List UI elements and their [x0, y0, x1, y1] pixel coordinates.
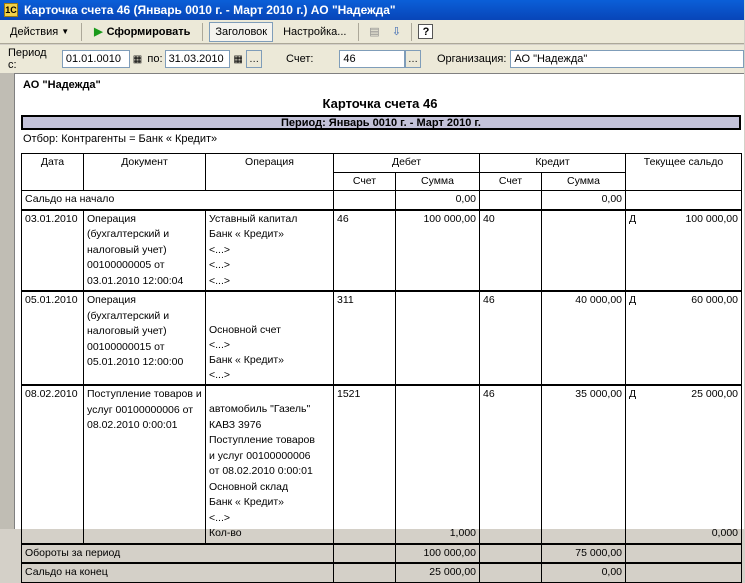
- left-panel-strip: [0, 73, 14, 529]
- row-debit-sum: [396, 385, 480, 544]
- operation-line: Банк « Кредит»: [209, 228, 285, 240]
- row-debit-sum: 100 000,00: [396, 210, 480, 292]
- row-balance: [626, 385, 742, 544]
- row-date: 08.02.2010: [22, 385, 84, 544]
- copy-icon[interactable]: ▤: [369, 26, 380, 38]
- export-icon[interactable]: ⇩: [391, 26, 402, 38]
- report-filter: Отбор: Контрагенты = Банк « Кредит»: [23, 133, 218, 145]
- period-from-label: Период с:: [8, 47, 47, 71]
- row-credit-sum: 40 000,00: [542, 291, 626, 385]
- opening-debit-sum: 0,00: [396, 191, 480, 210]
- report-org-name: АО "Надежда": [23, 79, 101, 91]
- calendar-icon[interactable]: ▦: [233, 53, 243, 65]
- parameters-bar: [0, 45, 744, 73]
- operation-line: КАВЗ 3976: [209, 418, 262, 431]
- operation-line: <...>: [209, 243, 231, 256]
- window-titlebar: [0, 0, 744, 20]
- operation-line: Кол-во: [209, 527, 242, 539]
- org-label: Организация:: [436, 53, 507, 65]
- row-date: 05.01.2010: [22, 291, 84, 385]
- col-debit-account-header: Счет: [334, 172, 396, 191]
- operation-line: и услуг 00100000006: [209, 449, 311, 462]
- turnover-debit-sum: 100 000,00: [396, 544, 480, 564]
- period-from-input[interactable]: 01.01.0010: [62, 50, 130, 68]
- period-select-button[interactable]: …: [246, 50, 262, 68]
- header-toggle-button[interactable]: Заголовок: [209, 22, 273, 42]
- turnover-label: Обороты за период: [22, 544, 334, 564]
- toolbar-separator: [358, 23, 359, 41]
- table-cell: [334, 191, 396, 210]
- org-input[interactable]: АО "Надежда": [510, 50, 744, 68]
- balance-value: 100 000,00: [685, 212, 738, 225]
- table-row: [22, 385, 742, 544]
- closing-balance-row: [22, 563, 742, 582]
- balance-value: 60 000,00: [691, 294, 738, 306]
- operation-line-empty: [209, 293, 330, 308]
- table-row: [22, 210, 742, 292]
- row-balance: [626, 291, 742, 385]
- operation-line: от 08.02.2010 0:00:01: [209, 465, 313, 477]
- row-date: 03.01.2010: [22, 210, 84, 292]
- operation-line: Поступление товаров: [209, 434, 315, 446]
- period-to-input[interactable]: 31.03.2010: [165, 50, 231, 68]
- operation-line: <...>: [209, 511, 231, 524]
- toolbar-separator: [81, 23, 82, 41]
- row-credit-sum: [542, 210, 626, 292]
- toolbar: [0, 20, 744, 44]
- table-cell: [626, 563, 742, 582]
- operation-line: Банк « Кредит»: [209, 354, 285, 366]
- operation-line: <...>: [209, 339, 231, 351]
- row-credit-account: 40: [480, 210, 542, 292]
- row-operation: [206, 291, 334, 385]
- operation-line: <...>: [209, 259, 231, 271]
- period-to-label: по:: [147, 53, 163, 65]
- report-title: Карточка счета 46: [322, 96, 438, 111]
- operation-line-empty: [209, 387, 330, 402]
- turnover-credit-sum: 75 000,00: [542, 544, 626, 564]
- table-cell: [626, 191, 742, 210]
- row-debit-sum: [396, 291, 480, 385]
- opening-balance-row: [22, 191, 742, 210]
- opening-label: Сальдо на начало: [22, 191, 334, 210]
- play-icon: ▶: [94, 26, 103, 38]
- row-debit-account: 311: [334, 291, 396, 385]
- row-debit-account: 46: [334, 210, 396, 292]
- actions-menu-button[interactable]: [4, 22, 75, 42]
- account-select-button[interactable]: …: [405, 50, 421, 68]
- row-operation: [206, 210, 334, 292]
- row-document[interactable]: Операция (бухгалтерский и налоговый учет) 00100000005 от 03.01.2010 12:00:04: [84, 210, 206, 292]
- balance-type: Д: [629, 294, 637, 306]
- col-credit-header: Кредит: [480, 154, 626, 173]
- row-operation: [206, 385, 334, 544]
- chevron-down-icon: ▼: [61, 27, 70, 36]
- account-label: Счет:: [286, 53, 314, 65]
- balance-qty-value: 0,000: [711, 527, 738, 539]
- row-document[interactable]: Операция (бухгалтерский и налоговый учет) 00100000015 от 05.01.2010 12:00:00: [84, 291, 206, 385]
- row-credit-sum: 35 000,00: [542, 385, 626, 544]
- operation-line: <...>: [209, 274, 231, 287]
- col-date-header: Дата: [22, 154, 84, 191]
- col-balance-header: Текущее сальдо: [626, 154, 742, 191]
- closing-label: Сальдо на конец: [22, 563, 334, 582]
- table-cell: [480, 191, 542, 210]
- actions-label: Действия: [10, 25, 59, 38]
- operation-line: Основной счет: [209, 324, 281, 336]
- balance-value: 25 000,00: [691, 388, 738, 400]
- table-header-row: [22, 154, 742, 173]
- operation-line: автомобиль "Газель": [209, 403, 311, 415]
- window-title: Карточка счета 46 (Январь 0010 г. - Март 2010 г.) АО "Надежда": [24, 3, 396, 17]
- help-icon[interactable]: ?: [418, 24, 433, 39]
- report-period: Период: Январь 0010 г. - Март 2010 г.: [21, 115, 741, 130]
- operation-line-empty: [209, 308, 330, 323]
- debit-qty-value: 1,000: [449, 527, 476, 539]
- col-operation-header: Операция: [206, 154, 334, 191]
- table-cell: [334, 544, 396, 564]
- row-document[interactable]: Поступление товаров и услуг 00100000006 от 08.02.2010 0:00:01: [84, 385, 206, 544]
- table-cell: [480, 563, 542, 582]
- row-balance: [626, 210, 742, 292]
- operation-line: <...>: [209, 369, 231, 381]
- calendar-icon[interactable]: ▦: [132, 53, 143, 65]
- table-cell: [626, 544, 742, 564]
- opening-credit-sum: 0,00: [542, 191, 626, 210]
- account-input[interactable]: 46: [339, 50, 405, 68]
- report-area: [14, 73, 744, 578]
- row-debit-account: 1521: [334, 385, 396, 544]
- balance-type: Д: [629, 212, 637, 225]
- col-credit-account-header: Счет: [480, 172, 542, 191]
- col-debit-sum-header: Сумма: [396, 172, 480, 191]
- generate-label: Сформировать: [106, 25, 191, 38]
- toolbar-separator: [202, 23, 203, 41]
- row-credit-account: 46: [480, 385, 542, 544]
- turnover-row: [22, 544, 742, 564]
- settings-button[interactable]: Настройка...: [283, 25, 347, 38]
- generate-button[interactable]: [88, 22, 196, 42]
- table-row: [22, 291, 742, 385]
- operation-line: Банк « Кредит»: [209, 496, 285, 508]
- table-cell: [334, 563, 396, 582]
- closing-credit-sum: 0,00: [542, 563, 626, 582]
- row-credit-account: 46: [480, 291, 542, 385]
- col-credit-sum-header: Сумма: [542, 172, 626, 191]
- table-cell: [480, 544, 542, 564]
- toolbar-separator: [411, 23, 412, 41]
- app-icon: 1С: [5, 5, 17, 15]
- report-table: [21, 153, 742, 583]
- closing-debit-sum: 25 000,00: [396, 563, 480, 582]
- col-document-header: Документ: [84, 154, 206, 191]
- balance-type: Д: [629, 388, 637, 400]
- operation-line: Основной склад: [209, 480, 289, 493]
- operation-line: Уставный капитал: [209, 212, 298, 225]
- col-debit-header: Дебет: [334, 154, 480, 173]
